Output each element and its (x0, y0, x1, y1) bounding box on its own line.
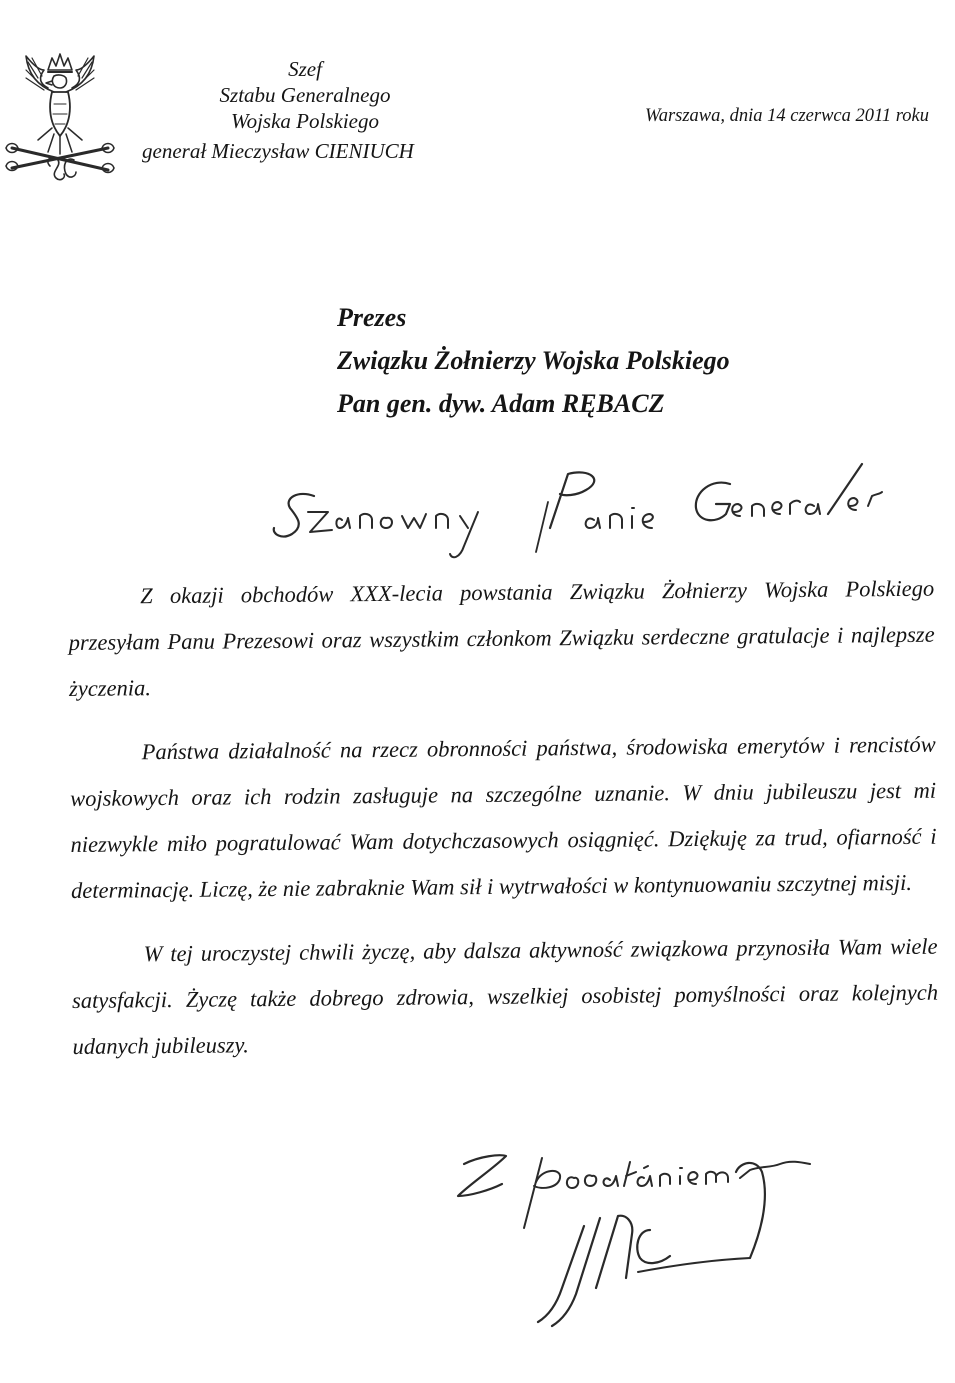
date-line: Warszawa, dnia 14 czerwca 2011 roku (644, 106, 929, 126)
handwritten-salutation (268, 462, 908, 572)
body-paragraph: W tej uroczystej chwili życzę, aby dalsza aktywność związkowa przynosiła Wam wiele satysfakcji. Życzę także dobrego zdrowia, wszelkiej osobistej pomyślności oraz kolejnych udanych jubileuszy. (71, 933, 939, 1059)
sender-title-line: Szef (288, 57, 322, 81)
sender-block (120, 56, 490, 164)
sender-title-line: Sztabu Generalnego (219, 83, 391, 107)
addressee-block (337, 296, 730, 425)
addressee-line: Pan gen. dyw. Adam RĘBACZ (337, 389, 665, 418)
sender-title-line: Wojska Polskiego (231, 109, 379, 133)
sender-name: generał Mieczysław CIENIUCH (142, 139, 414, 163)
body-paragraph: Z okazji obchodów XXX-lecia powstania Związku Żołnierzy Wojska Polskiego przesyłam Panu Prezesowi oraz wszystkim członkom Związku serdeczne gratulacje i najlepsze życzenia. (68, 575, 935, 701)
addressee-line: Prezes (337, 303, 407, 332)
letter-body (68, 566, 939, 1088)
addressee-line: Związku Żołnierzy Wojska Polskiego (337, 346, 730, 375)
body-paragraph: Państwa działalność na rzecz obronności państwa, środowiska emerytów i rencistów wojskowych oraz ich rodzin zasługuje na szczególne uznanie. W dniu jubileuszu jest mi niezwykle miło pogratulować Wam dotychczasowych osiągnięć. Dziękuję za trud, ofiarność i determinację. Liczę, że nie zabraknie Wam sił i wytrwałości w kontynuowaniu szczytnej misji. (70, 731, 937, 903)
handwritten-closing-signature (450, 1138, 850, 1338)
eagle-emblem-icon (4, 48, 116, 188)
